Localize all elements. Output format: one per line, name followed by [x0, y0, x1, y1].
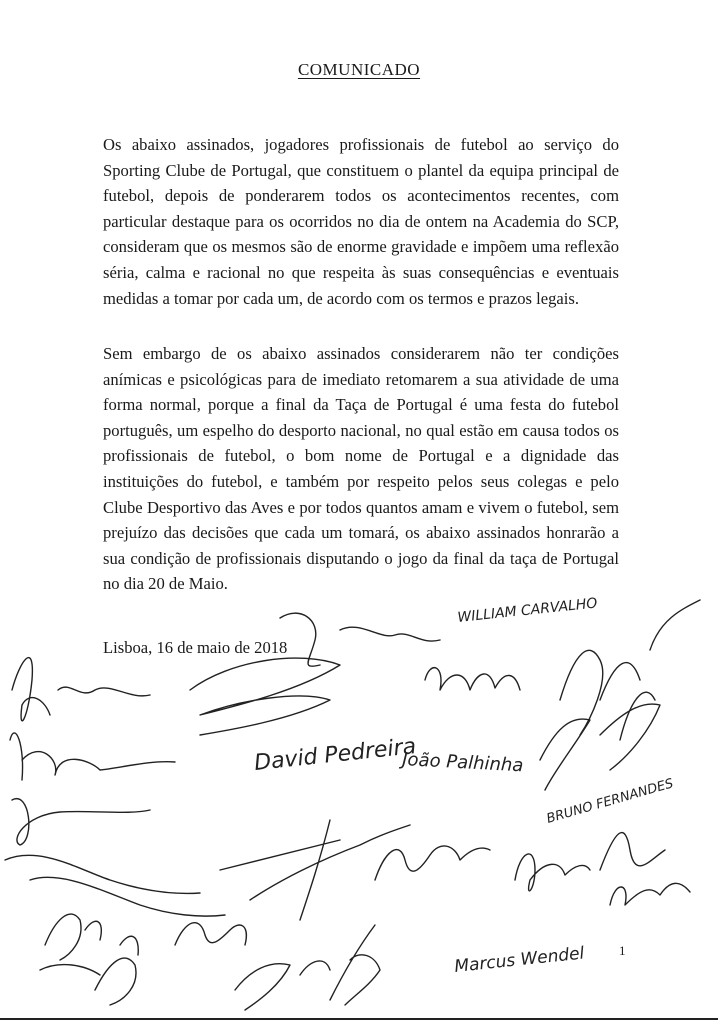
signature-scribble [330, 925, 380, 1005]
signature-scribble [515, 833, 665, 891]
signature-scribble [12, 658, 150, 721]
place-date: Lisboa, 16 de maio de 2018 [103, 638, 288, 657]
signature-scribble [95, 936, 138, 1005]
signature-scribble [425, 668, 520, 690]
signature-william-carvalho [457, 595, 598, 626]
signature-scribble [175, 923, 246, 945]
signature-scribble [375, 846, 490, 880]
svg-text:João Palhinha: João Palhinha [401, 749, 524, 777]
svg-text:BRUNO FERNANDES: BRUNO FERNANDES [544, 776, 676, 827]
svg-text:David Pedreira: David Pedreira [253, 734, 418, 776]
signature-scribble [40, 914, 101, 975]
signature-scribble [5, 855, 225, 916]
signature-bruno-fernandes [545, 776, 675, 827]
signature-david-pedreira [253, 734, 417, 776]
signature-scribble [12, 799, 150, 845]
signature-scribble [10, 733, 175, 780]
signature-marcus-wendel [453, 943, 585, 977]
signature-scribble [235, 961, 330, 1010]
signature-scribble [190, 658, 340, 735]
page-number: 1 [619, 943, 626, 958]
signature-scribble [540, 704, 660, 790]
svg-text:Marcus Wendel: Marcus Wendel [453, 943, 586, 977]
signature-scribble [220, 820, 410, 920]
paragraph-2: Sem embargo de os abaixo assinados considerarem não ter condições anímicas e psicológicas para de imediato retomarem a sua atividade de uma forma normal, porque a final da Taça de Portugal é uma festa do futebol português, um espelho do desporto nacional, no qual estão em causa todos os profissionais de futebol, o bom nome de Portugal e a dignidade das instituições do futebol, e também por respeito pelos seus colegas e pelo Clube Desportivo das Aves e por todos quantos amam e vivem o futebol, sem prejuízo das decisões que cada um tomará, os abaixo assinados honrarão a sua condição de profissionais disputando o jogo da final da taça de Portugal no dia 20 de Maio. [103, 344, 619, 594]
paragraph-1: Os abaixo assinados, jogadores profissionais de futebol ao serviço do Sporting Clube de Portugal, que constituem o plantel da equipa principal de futebol, depois de ponderarem todos os acontecimentos recentes, com particular destaque para os ocorridos no dia de ontem na Academia do SCP, consideram que os mesmos são de enorme gravidade e impõem uma reflexão séria, calma e racional no que respeita às suas consequências e eventuais medidas a tomar por cada um, de acordo com os termos e prazos legais. [103, 135, 619, 308]
signature-scribble [610, 883, 690, 905]
signature-joao-palhinha [399, 749, 524, 776]
document-title: COMUNICADO [297, 60, 421, 79]
svg-text:WILLIAM CARVALHO: WILLIAM CARVALHO [456, 595, 599, 626]
